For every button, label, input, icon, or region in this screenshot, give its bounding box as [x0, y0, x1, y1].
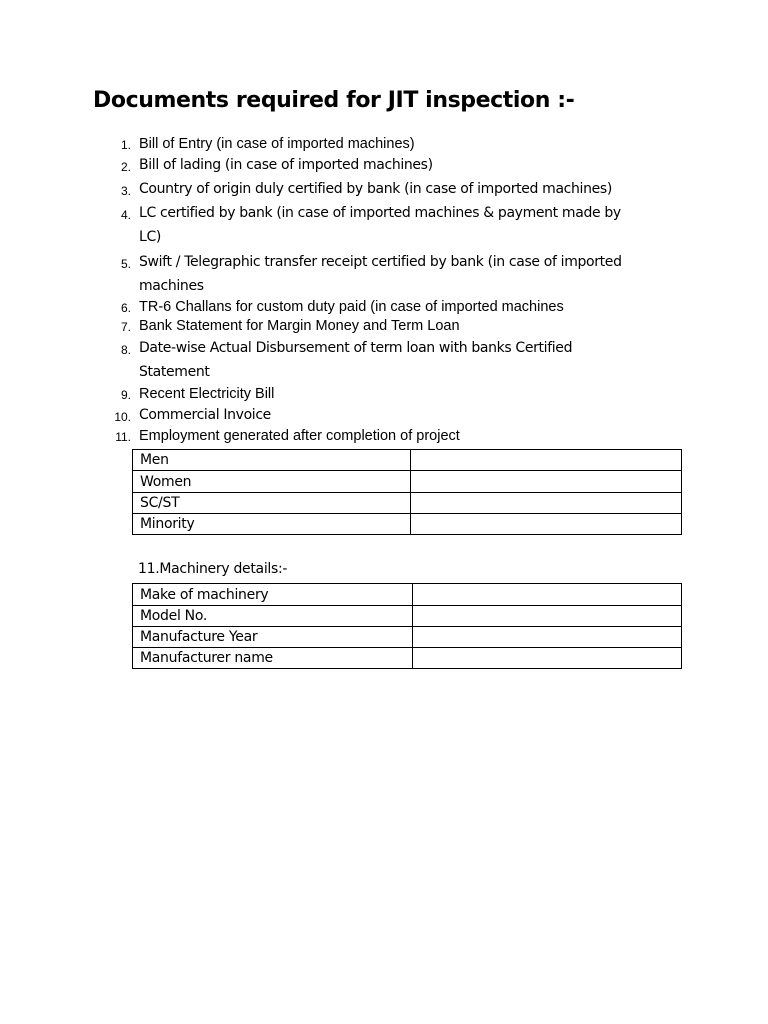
table-row — [133, 471, 682, 493]
list-item-text-line: Date-wise Actual Disbursement of term loan with banks Certified — [139, 340, 573, 356]
table-row — [133, 584, 682, 606]
employment-table — [132, 449, 682, 535]
table-row — [133, 450, 682, 471]
table-value-cell[interactable] — [412, 584, 681, 606]
list-item-number: 8. — [120, 343, 131, 357]
list-item-text — [139, 337, 689, 384]
list-item-text: Bill of Entry (in case of imported machines) — [139, 136, 415, 152]
list-item-text: Commercial Invoice — [139, 407, 271, 423]
list-item-text-line: LC certified by bank (in case of imported machines & payment made by — [139, 205, 621, 221]
table-label-cell: Make of machinery — [133, 584, 413, 606]
list-item-text: TR-6 Challans for custom duty paid (in case of imported machines — [139, 299, 564, 315]
table-value-cell[interactable] — [412, 648, 681, 669]
list-item-number: 7. — [120, 320, 131, 334]
machinery-section-heading: 11.Machinery details:- — [138, 561, 288, 577]
list-item-number: 4. — [120, 208, 131, 222]
table-label-cell: Manufacturer name — [133, 648, 413, 669]
table-value-cell[interactable] — [410, 514, 681, 535]
list-item-text — [139, 202, 689, 249]
list-item-text — [139, 251, 689, 298]
table-label-cell: Manufacture Year — [133, 627, 413, 648]
list-item-number: 6. — [120, 301, 131, 315]
list-item-text-line: Statement — [139, 363, 210, 380]
list-item-text: Recent Electricity Bill — [139, 386, 275, 402]
table-value-cell[interactable] — [410, 450, 681, 471]
machinery-table — [132, 583, 682, 669]
table-value-cell[interactable] — [412, 627, 681, 648]
table-value-cell[interactable] — [410, 493, 681, 514]
table-label-cell: Model No. — [133, 606, 413, 627]
table-label-cell: Men — [133, 450, 411, 471]
table-row — [133, 514, 682, 535]
table-label-cell: Women — [133, 471, 411, 493]
table-value-cell[interactable] — [412, 606, 681, 627]
table-value-cell[interactable] — [410, 471, 681, 493]
table-row — [133, 493, 682, 514]
list-item-number: 3. — [120, 184, 131, 198]
table-row — [133, 606, 682, 627]
table-row — [133, 648, 682, 669]
table-label-cell: Minority — [133, 514, 411, 535]
list-item-text: Employment generated after completion of project — [139, 428, 460, 444]
list-item-number: 5. — [120, 257, 131, 271]
list-item-number: 2. — [120, 160, 131, 174]
list-item-text: Bill of lading (in case of imported machines) — [139, 157, 433, 173]
table-label-cell: SC/ST — [133, 493, 411, 514]
list-item-text-line: machines — [139, 277, 204, 294]
page-title: Documents required for JIT inspection :- — [93, 88, 575, 113]
table-row — [133, 627, 682, 648]
list-item-text-line: LC) — [139, 228, 161, 245]
list-item-number: 11. — [115, 430, 131, 444]
list-item-text: Country of origin duly certified by bank (in case of imported machines) — [139, 181, 612, 197]
list-item-number: 1. — [120, 138, 131, 152]
list-item-text: Bank Statement for Margin Money and Term Loan — [139, 318, 460, 334]
list-item-number: 10. — [114, 410, 131, 424]
list-item-text-line: Swift / Telegraphic transfer receipt certified by bank (in case of imported — [139, 254, 622, 270]
list-item-number: 9. — [120, 388, 131, 402]
